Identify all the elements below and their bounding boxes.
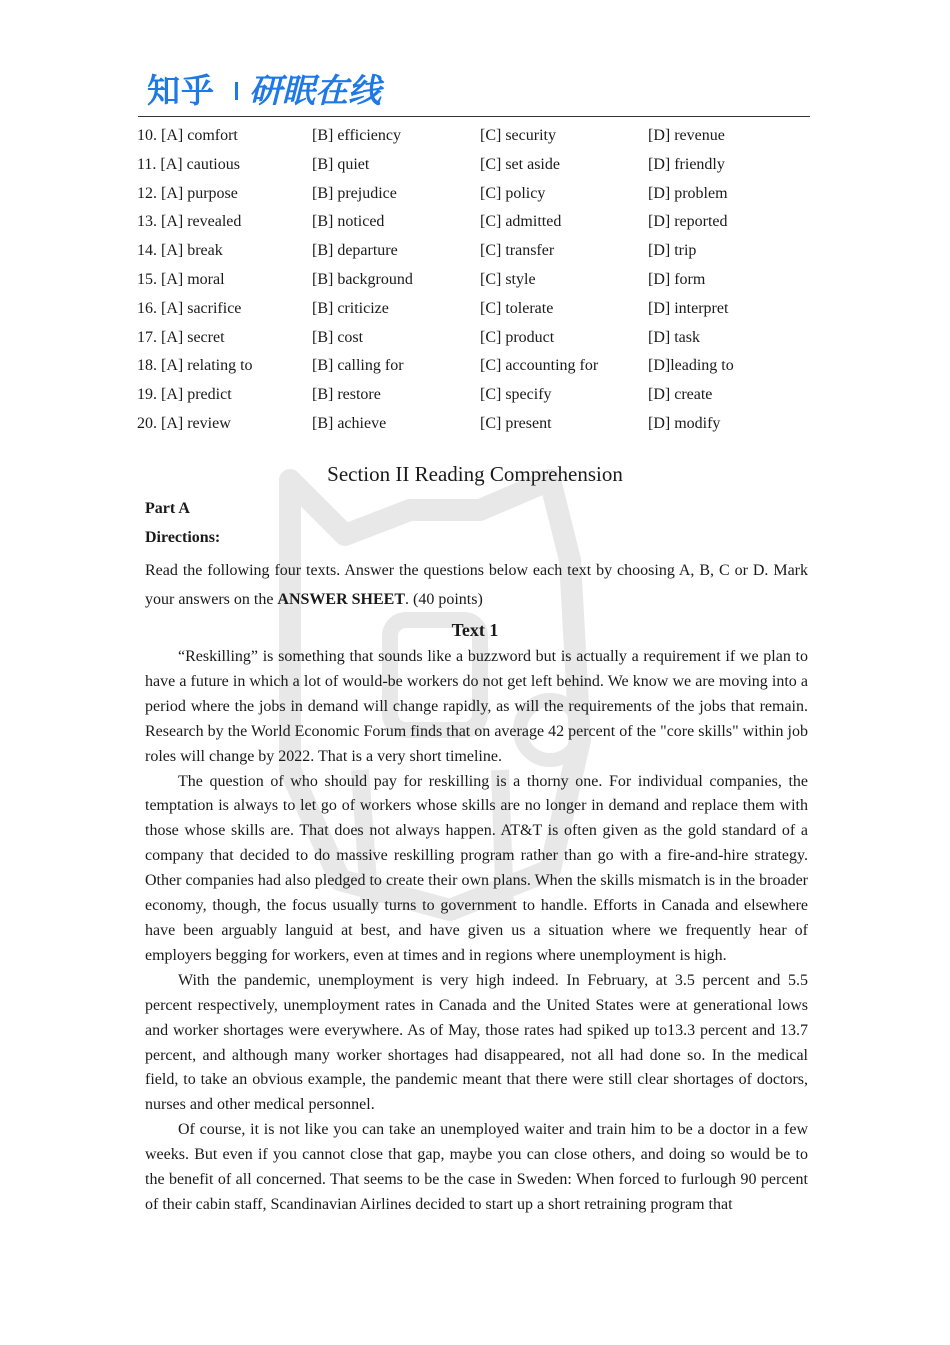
question-number: 20. [137, 414, 157, 432]
answer-sheet-emphasis: ANSWER SHEET [277, 591, 406, 608]
option-b-text: [B] achieve [312, 414, 387, 432]
option-d-text: [D] interpret [648, 299, 729, 317]
option-a-text: [A] break [161, 242, 223, 260]
option-d-text: [D] modify [648, 414, 721, 432]
option-c [480, 410, 552, 439]
option-c [480, 266, 536, 295]
paragraph: With the pandemic, unemployment is very high indeed. In February, at 3.5 percent and 5.5 percent respectively, unemployment rates in Canada and the United States were at generational lows and worker shortages were everywhere. As of May, those rates had spiked up to13.3 percent and 13.7 percent, and although many worker shortages had disappeared, not all had done so. In the medical field, to take an obvious example, the pandemic meant that there were still clear shortages of doctors, nurses and other medical personnel. [145, 971, 808, 1114]
option-c-text: [C] accounting for [480, 357, 599, 375]
directions-text [145, 556, 808, 614]
question-number: 13. [137, 213, 157, 231]
option-a-text: [A] relating to [161, 357, 253, 375]
option-a [137, 381, 232, 410]
option-d-text: [D] revenue [648, 127, 725, 144]
header-rule [138, 116, 810, 117]
directions-text-part: Read the following four texts. Answer the questions below each text by choosing A, B, C or D. Mark your answers on the [145, 562, 808, 608]
question-number: 12. [137, 184, 157, 202]
option-d [648, 180, 728, 209]
logo-divider [235, 82, 238, 100]
option-b [312, 381, 381, 410]
option-b-text: [B] criticize [312, 299, 389, 317]
question-number: 17. [137, 328, 157, 346]
option-d [648, 122, 725, 151]
question-number: 14. [137, 242, 157, 260]
option-b-text: [B] restore [312, 386, 381, 404]
option-c-text: [C] tolerate [480, 299, 554, 317]
option-b-text: [B] quiet [312, 155, 370, 173]
page-header [145, 70, 810, 112]
option-b [312, 208, 384, 237]
option-d-text: [D] trip [648, 242, 697, 260]
option-a [137, 266, 225, 295]
option-a-text: [A] cautious [160, 155, 240, 173]
option-c-text: [C] product [480, 328, 555, 346]
question-number: 10. [137, 127, 157, 144]
option-d-text: [D] form [648, 270, 706, 288]
option-b [312, 237, 398, 266]
option-b [312, 324, 363, 353]
option-a-text: [A] moral [161, 270, 225, 288]
option-a [137, 324, 225, 353]
question-number: 19. [137, 386, 157, 404]
brand-logo: 研眠在线 [249, 71, 381, 110]
option-d [648, 352, 734, 381]
option-c-text: [C] present [480, 414, 552, 432]
option-d-text: [D] friendly [648, 155, 725, 173]
option-c [480, 122, 556, 151]
text-title: Text 1 [451, 620, 499, 640]
option-a [137, 295, 241, 324]
option-a [137, 237, 223, 266]
option-c [480, 352, 598, 381]
option-c [480, 324, 554, 353]
option-a-text: [A] sacrifice [161, 299, 242, 317]
zhihu-logo: 知乎 [147, 71, 215, 110]
option-d [648, 266, 705, 295]
option-a [137, 208, 241, 237]
passage-body [145, 645, 808, 1218]
option-a-text: [A] purpose [161, 184, 238, 202]
option-d [648, 208, 728, 237]
option-d [648, 324, 700, 353]
option-b [312, 352, 404, 381]
option-d-text: [D] reported [648, 213, 728, 231]
option-a [137, 352, 253, 381]
option-d [648, 381, 712, 410]
option-d-text: [D]leading to [648, 357, 734, 375]
option-b-text: [B] departure [312, 242, 398, 260]
option-b [312, 151, 369, 180]
option-c-text: [C] specify [480, 386, 552, 404]
option-c-text: [C] admitted [480, 213, 562, 231]
question-number: 18. [137, 357, 157, 375]
option-d [648, 237, 696, 266]
question-number: 15. [137, 270, 157, 288]
option-b [312, 266, 413, 295]
option-d-text: [D] task [648, 328, 700, 346]
option-c [480, 151, 560, 180]
question-number: 11. [137, 155, 157, 173]
paragraph: The question of who should pay for reskilling is a thorny one. For individual companies, the temptation is always to let go of workers whose skills are no longer in demand and replace them with those whose skills are. That does not always happen. AT&T is often given as the gold standard of a company that decided to do massive reskilling program rather than go with a fire-and-hire strategy. Other companies had also pledged to create their own plans. When the skills mismatch is in the broader economy, though, the focus usually turns to government to handle. Efforts in Canada and elsewhere have been arguably languid at best, and have given us a situation where we frequently hear of employers begging for workers, even at times and in regions where unemployment is high. [145, 772, 808, 964]
option-c [480, 237, 554, 266]
option-a [137, 410, 231, 439]
option-c [480, 180, 545, 209]
option-c-text: [C] transfer [480, 242, 555, 260]
option-a-text: [A] revealed [161, 213, 242, 231]
option-c-text: [C] policy [480, 184, 546, 202]
option-c [480, 381, 552, 410]
option-b [312, 295, 389, 324]
option-b-text: [B] calling for [312, 357, 404, 375]
paragraph: “Reskilling” is something that sounds like a buzzword but is actually a requirement if we plan to have a future in which a lot of would-be workers do not get left behind. We know we are moving into a period where the jobs in demand will change rapidly, as will the requirements of the jobs that remain. Research by the World Economic Forum finds that on average 42 percent of the "core skills" within job roles will change by 2022. That is a very short timeline. [145, 648, 808, 765]
option-a [137, 180, 238, 209]
question-number: 16. [137, 299, 157, 317]
option-c-text: [C] set aside [480, 155, 560, 173]
option-a-text: [A] predict [161, 386, 232, 404]
option-a-text: [A] review [161, 414, 231, 432]
paragraph: Of course, it is not like you can take an unemployed waiter and train him to be a doctor in a few weeks. But even if you cannot close that gap, maybe you can close others, and doing so would be to the benefit of all concerned. That seems to be the case in Sweden: When forced to furlough 90 percent of their cabin staff, Scandinavian Airlines decided to start up a short retraining program that [145, 1121, 808, 1213]
option-b-text: [B] efficiency [312, 127, 401, 144]
option-a-text: [A] comfort [161, 127, 238, 144]
option-c [480, 208, 561, 237]
directions-label: Directions: [145, 529, 221, 546]
part-label: Part A [145, 500, 190, 517]
directions-text-points: . (40 points) [405, 591, 483, 608]
option-d-text: [D] create [648, 386, 713, 404]
option-d [648, 295, 728, 324]
option-a [137, 122, 238, 151]
option-b-text: [B] background [312, 270, 413, 288]
option-d [648, 151, 725, 180]
option-b [312, 122, 401, 151]
option-d-text: [D] problem [648, 184, 728, 202]
option-b-text: [B] noticed [312, 213, 385, 231]
option-b [312, 410, 386, 439]
section-title: Section II Reading Comprehension [327, 462, 623, 486]
option-a-text: [A] secret [161, 328, 225, 346]
option-b [312, 180, 397, 209]
option-c [480, 295, 553, 324]
option-c-text: [C] security [480, 127, 556, 144]
option-d [648, 410, 720, 439]
option-b-text: [B] prejudice [312, 184, 397, 202]
option-c-text: [C] style [480, 270, 536, 288]
option-b-text: [B] cost [312, 328, 364, 346]
option-a [137, 151, 240, 180]
